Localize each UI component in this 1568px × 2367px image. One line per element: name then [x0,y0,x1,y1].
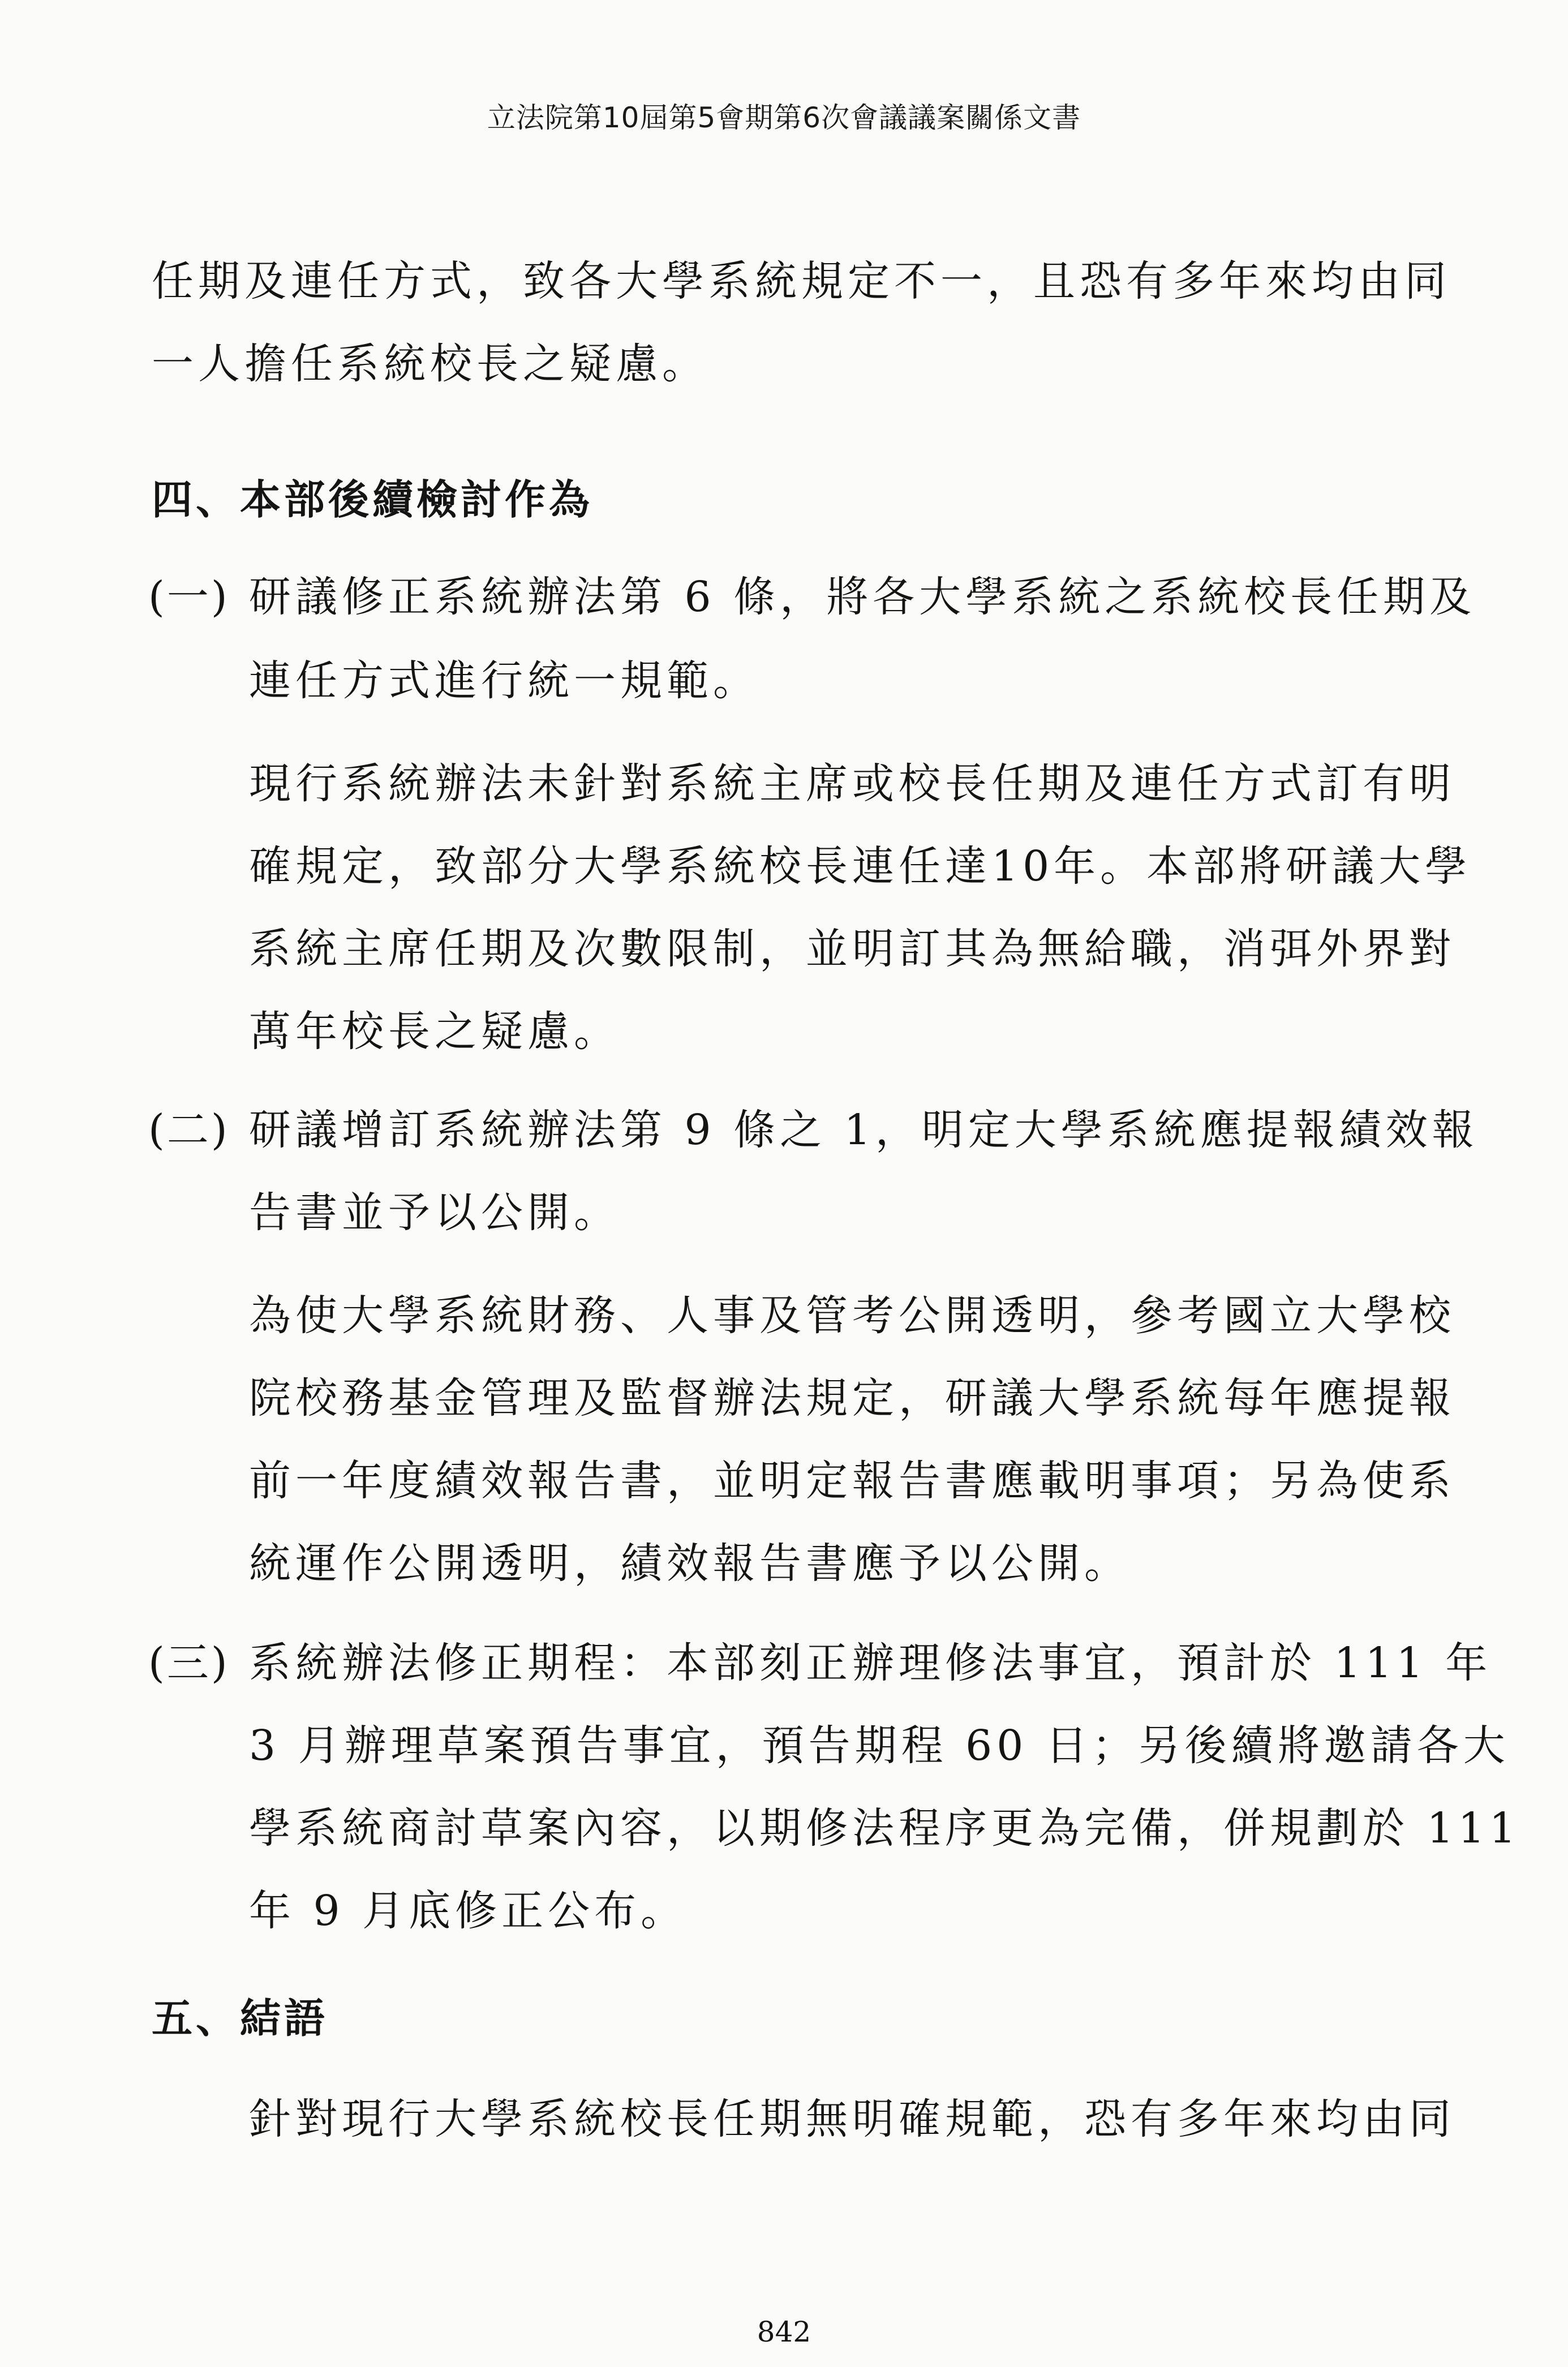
item-marker: (三) [148,1639,230,1687]
item-line: 系統辦法修正期程：本部刻正辦理修法事宜，預計於 111 年 [249,1639,1492,1687]
item-explanation-line: 萬年校長之疑慮。 [249,1007,620,1056]
section-heading: 四、本部後續檢討作為 [152,476,594,523]
page-number: 842 [757,2316,811,2348]
item-line: 學系統商討草案內容，以期修法程序更為完備，併規劃於 111 [249,1804,1520,1853]
intro-line: 一人擔任系統校長之疑慮。 [152,340,708,388]
item-explanation-line: 系統主席任期及次數限制，並明訂其為無給職，消弭外界對 [249,925,1455,973]
intro-line: 任期及連任方式，致各大學系統規定不一，且恐有多年來均由同 [152,257,1451,306]
item-explanation-line: 統運作公開透明，績效報告書應予以公開。 [249,1539,1131,1588]
item-explanation-line: 確規定，致部分大學系統校長連任達10年。本部將研議大學 [249,842,1472,891]
item-explanation-line: 前一年度績效報告書，並明定報告書應載明事項；另為使系 [249,1457,1455,1505]
document-header: 立法院第10屆第5會期第6次會議議案關係文書 [487,101,1081,134]
item-line: 年 9 月底修正公布。 [249,1887,688,1935]
item-line: 告書並予以公開。 [249,1188,620,1237]
conclusion-line: 針對現行大學系統校長任期無明確規範，恐有多年來均由同 [249,2095,1455,2143]
item-line: 研議修正系統辦法第 6 條，將各大學系統之系統校長任期及 [249,573,1476,621]
item-line: 3 月辦理草案預告事宜，預告期程 60 日；另後續將邀請各大 [249,1721,1510,1770]
item-marker: (二) [148,1106,230,1154]
item-explanation-line: 院校務基金管理及監督辦法規定，研議大學系統每年應提報 [249,1374,1455,1423]
item-explanation-line: 為使大學系統財務、人事及管考公開透明，參考國立大學校 [249,1291,1455,1340]
item-marker: (一) [148,573,230,621]
item-line: 研議增訂系統辦法第 9 條之 1，明定大學系統應提報績效報 [249,1106,1479,1154]
item-explanation-line: 現行系統辦法未針對系統主席或校長任期及連任方式訂有明 [249,759,1455,808]
item-line: 連任方式進行統一規範。 [249,656,759,705]
section-heading: 五、結語 [152,1995,329,2042]
